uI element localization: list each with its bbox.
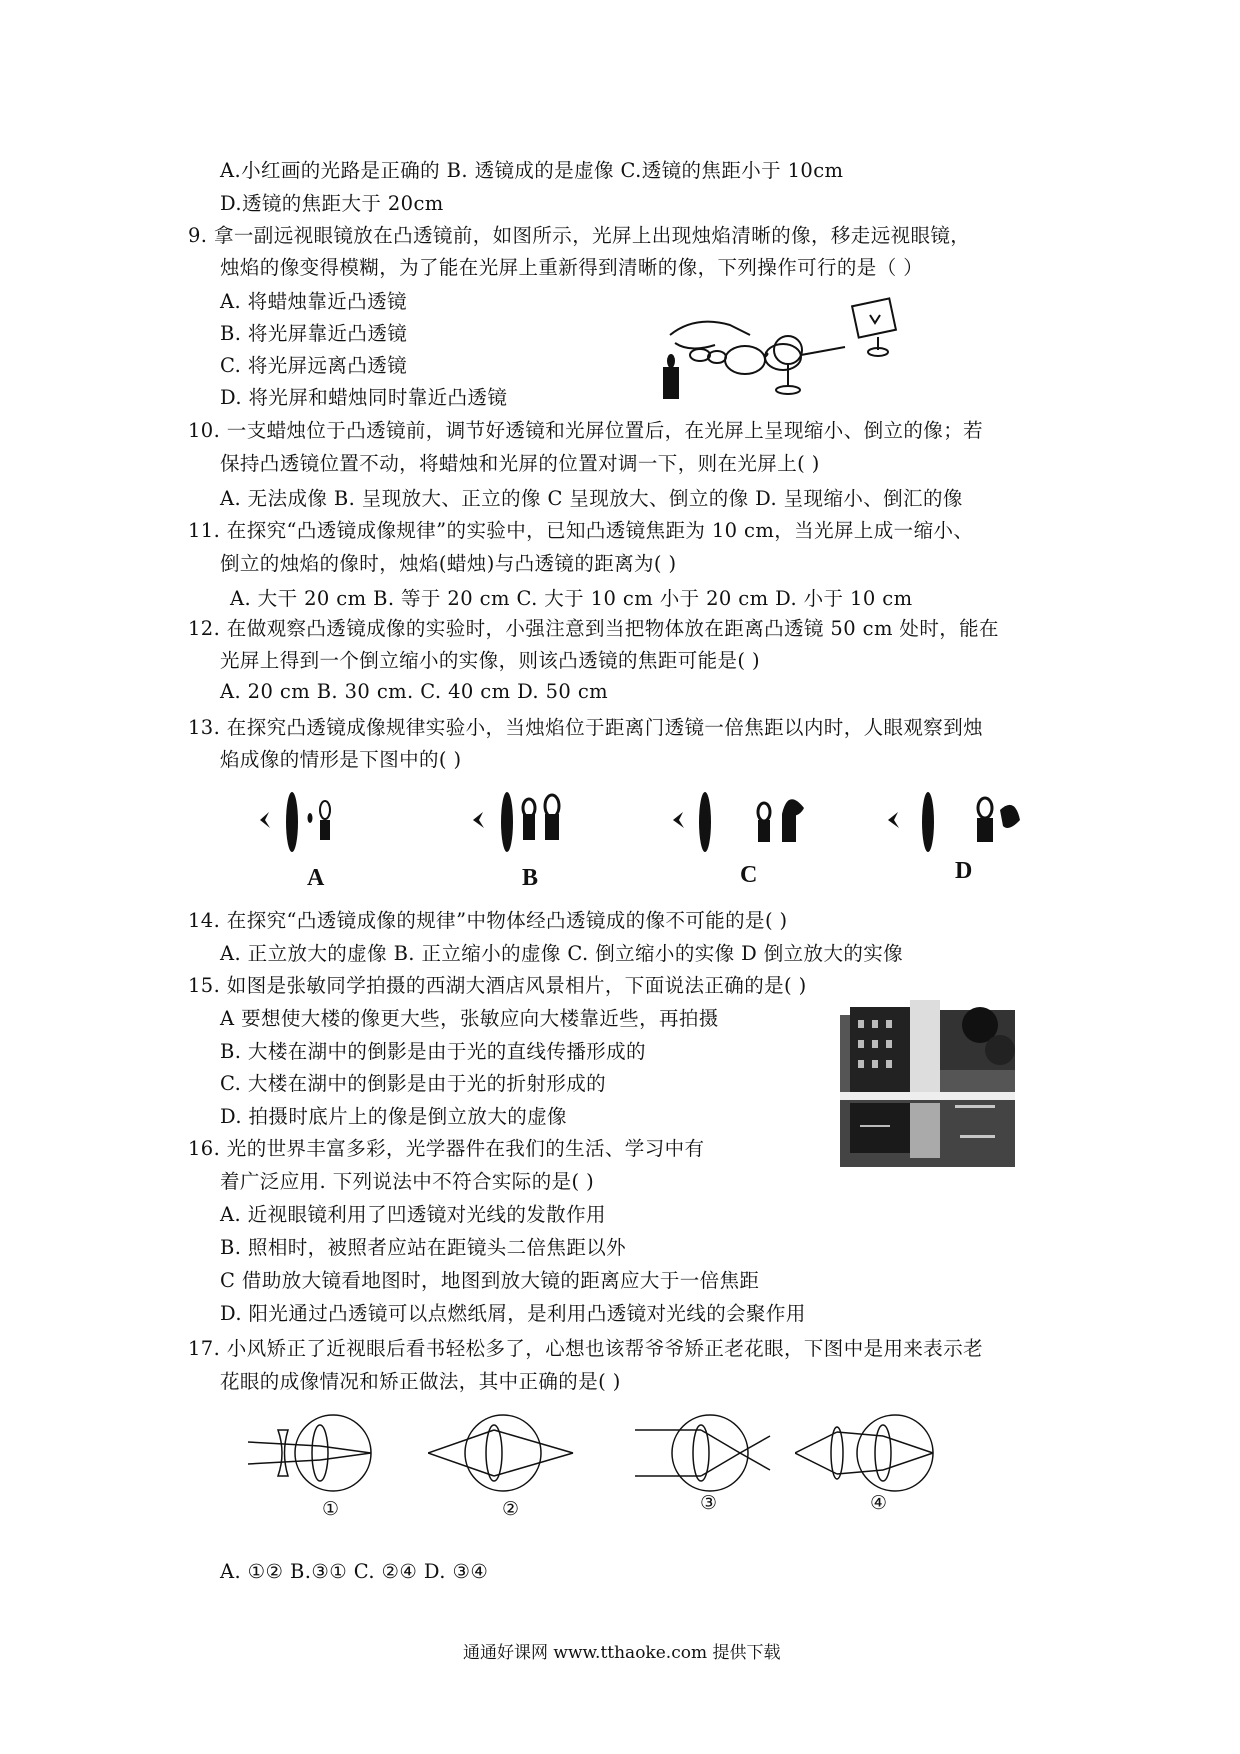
screen (852, 298, 896, 337)
q17-options: A. ①② B.③① C. ②④ D. ③④ (220, 1560, 489, 1583)
q12-stem-line1: 12. 在做观察凸透镜成像的实验时，小强注意到当把物体放在距离凸透镜 50 cm 处时，能在 (188, 617, 999, 640)
q13-figure-c (670, 790, 810, 855)
q13-figure-a (255, 790, 335, 855)
q16-option-a: A. 近视眼镜利用了凹透镜对光线的发散作用 (220, 1203, 606, 1226)
q15-option-a: A 要想使大楼的像更大些，张敏应向大楼靠近些，再拍摄 (220, 1007, 719, 1030)
q17-stem-line2: 花眼的成像情况和矫正做法，其中正确的是( ) (220, 1370, 621, 1393)
q13-figure-d (885, 790, 1025, 855)
q15-option-d: D. 拍摄时底片上的像是倒立放大的虚像 (220, 1105, 567, 1128)
q10-stem-line2: 保持凸透镜位置不动，将蜡烛和光屏的位置对调一下，则在光屏上( ) (220, 452, 820, 475)
q11-stem-line1: 11. 在探究“凸透镜成像规律”的实验中，已知凸透镜焦距为 10 cm，当光屏上成一缩小、 (188, 519, 974, 542)
q17-eye-diagram-1 (248, 1408, 388, 1498)
q17-label-1: ① (322, 1498, 340, 1520)
q10-options: A. 无法成像 B. 呈现放大、正立的像 C 呈现放大、倒立的像 D. 呈现缩小、倒汇的像 (220, 487, 963, 510)
q11-stem-line2: 倒立的烛焰的像时，烛焰(蜡烛)与凸透镜的距离为( ) (220, 552, 677, 575)
q16-option-c: C 借助放大镜看地图时，地图到放大镜的距离应大于一倍焦距 (220, 1269, 760, 1292)
q13-stem-line2: 焰成像的情形是下图中的( ) (220, 748, 462, 771)
q8-options-line2: D.透镜的焦距大于 20cm (220, 192, 444, 215)
hand-outline (670, 322, 750, 335)
q9-stem-line1: 9. 拿一副远视眼镜放在凸透镜前，如图所示，光屏上出现烛焰清晰的像，移走远视眼镜， (188, 224, 971, 247)
q17-eye-diagram-2 (428, 1408, 578, 1498)
candle (663, 367, 679, 399)
q9-experiment-figure (655, 295, 925, 410)
q13-stem-line1: 13. 在探究凸透镜成像规律实验小，当烛焰位于距离门透镜一倍焦距以内时，人眼观察到烛 (188, 716, 984, 739)
q9-option-b: B. 将光屏靠近凸透镜 (220, 322, 408, 345)
q16-option-b: B. 照相时，被照者应站在距镜头二倍焦距以外 (220, 1236, 627, 1259)
q8-options-line1: A.小红画的光路是正确的 B. 透镜成的是虚像 C.透镜的焦距小于 10cm (220, 159, 844, 182)
glasses-lens-right (765, 344, 801, 370)
building (850, 1007, 910, 1092)
q14-stem: 14. 在探究“凸透镜成像的规律”中物体经凸透镜成的像不可能的是( ) (188, 909, 788, 932)
q12-options: A. 20 cm B. 30 cm. C. 40 cm D. 50 cm (220, 680, 609, 703)
q9-option-d: D. 将光屏和蜡烛同时靠近凸透镜 (220, 386, 508, 409)
q17-label-2: ② (502, 1498, 520, 1520)
q11-options: A. 大干 20 cm B. 等于 20 cm C. 大于 10 cm 小于 20 cm D. 小于 10 cm (230, 587, 913, 610)
q17-eye-diagram-3 (635, 1408, 775, 1498)
eye-lens (312, 1425, 328, 1481)
q16-option-d: D. 阳光通过凸透镜可以点燃纸屑，是利用凸透镜对光线的会聚作用 (220, 1302, 806, 1325)
q9-option-c: C. 将光屏远离凸透镜 (220, 354, 408, 377)
concave-lens (278, 1430, 288, 1476)
q9-stem-line2: 烛焰的像变得模糊，为了能在光屏上重新得到清晰的像，下列操作可行的是（ ） (220, 256, 924, 279)
eyeball (295, 1415, 371, 1491)
q13-label-a: A (307, 865, 325, 891)
candle-flame (260, 812, 270, 828)
q17-label-3: ③ (700, 1492, 718, 1514)
q13-figure-b (470, 790, 570, 855)
q16-stem-line2: 着广泛应用. 下列说法中不符合实际的是( ) (220, 1170, 595, 1193)
q17-label-4: ④ (870, 1492, 888, 1514)
convex-lens (286, 792, 298, 852)
image-candle (320, 820, 330, 840)
q10-stem-line1: 10. 一支蜡烛位于凸透镜前，调节好透镜和光屏位置后，在光屏上呈现缩小、倒立的像；若 (188, 419, 984, 442)
q15-lake-hotel-photo (840, 995, 1015, 1167)
q13-label-d: D (955, 858, 973, 884)
q13-label-c: C (740, 862, 758, 888)
q13-label-b: B (522, 865, 539, 891)
q17-stem-line1: 17. 小风矫正了近视眼后看书轻松多了，心想也该帮爷爷矫正老花眼，下图中是用来表示老 (188, 1337, 984, 1360)
q16-stem-line1: 16. 光的世界丰富多彩，光学器件在我们的生活、学习中有 (188, 1137, 705, 1160)
page-footer: 通通好课网 www.tthaoke.com 提供下载 (463, 1643, 781, 1663)
glasses-lens-left (725, 346, 765, 374)
q15-option-b: B. 大楼在湖中的倒影是由于光的直线传播形成的 (220, 1040, 646, 1063)
q14-options: A. 正立放大的虚像 B. 正立缩小的虚像 C. 倒立缩小的实像 D 倒立放大的实像 (220, 942, 904, 965)
q15-option-c: C. 大楼在湖中的倒影是由于光的折射形成的 (220, 1072, 607, 1095)
q15-stem: 15. 如图是张敏同学拍摄的西湖大酒店风景相片，下面说法正确的是( ) (188, 974, 807, 997)
q9-option-a: A. 将蜡烛靠近凸透镜 (220, 290, 407, 313)
q12-stem-line2: 光屏上得到一个倒立缩小的实像，则该凸透镜的焦距可能是( ) (220, 649, 761, 672)
q17-eye-diagram-4 (795, 1408, 945, 1498)
